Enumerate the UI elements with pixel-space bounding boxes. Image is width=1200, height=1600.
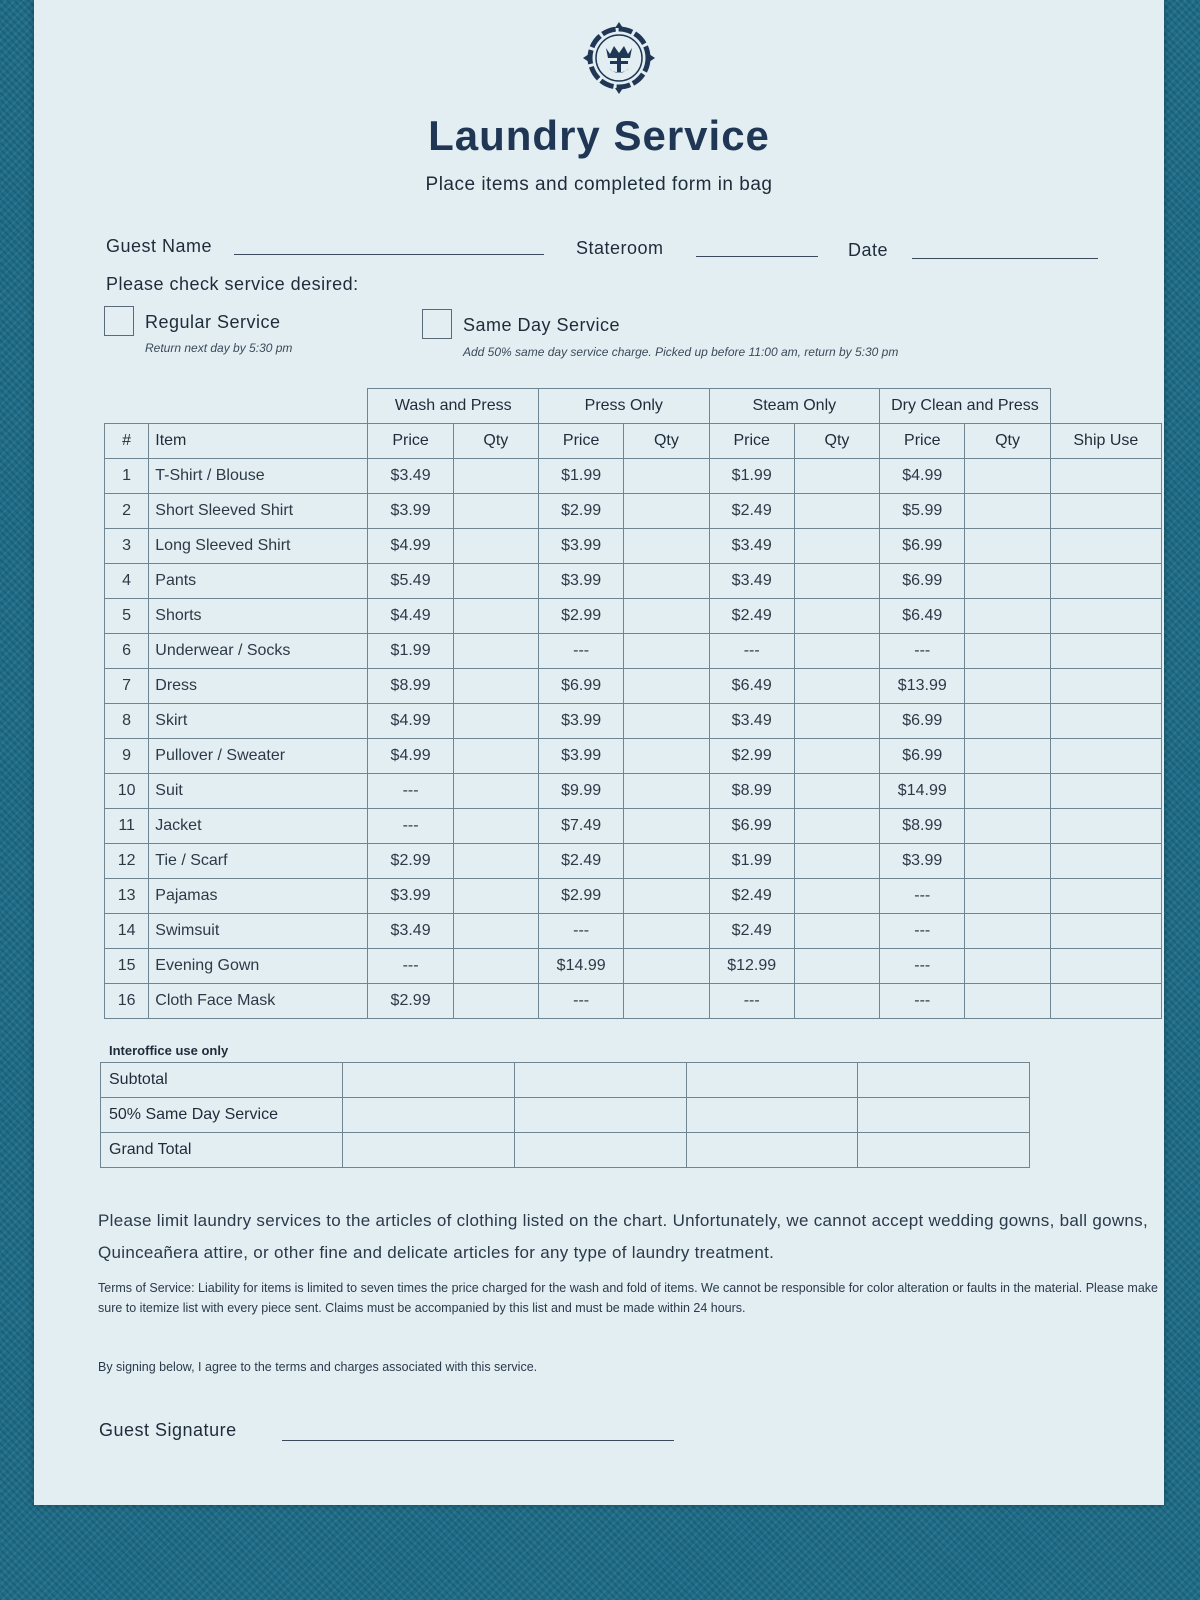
crown-anchor-compass-icon — [579, 18, 659, 98]
steam-only-price: $2.49 — [709, 599, 794, 634]
table-row — [105, 634, 1162, 669]
table-row — [105, 739, 1162, 774]
stateroom-label: Stateroom — [576, 238, 664, 258]
same-day-service-note: Add 50% same day service charge. Picked up before 11:00 am, return by 5:30 pm — [463, 345, 899, 359]
table-row — [105, 459, 1162, 494]
totals-cell[interactable] — [858, 1133, 1030, 1168]
steam-only-qty[interactable] — [794, 809, 879, 844]
table-row — [105, 774, 1162, 809]
wash-press-qty[interactable] — [453, 739, 538, 774]
totals-cell[interactable] — [514, 1063, 686, 1098]
wash-press-qty[interactable] — [453, 634, 538, 669]
same-day-service-checkbox[interactable] — [422, 309, 452, 339]
laundry-form — [34, 0, 1164, 1505]
dry-clean-qty[interactable] — [965, 949, 1050, 984]
limit-notice: Please limit laundry services to the articles of clothing listed on the chart. Unfortunately, we cannot accept wedding gowns, ball gowns, Quinceañera attire, or other fine and delicate articles for any type of laundry treatment. — [98, 1211, 1148, 1262]
ship-use-cell — [1050, 739, 1161, 774]
steam-only-price: --- — [709, 634, 794, 669]
wash-press-price: $3.49 — [368, 914, 453, 949]
press-only-qty[interactable] — [624, 914, 709, 949]
press-only-price: $2.99 — [539, 599, 624, 634]
price-rows — [105, 459, 1162, 1019]
totals-cell[interactable] — [686, 1133, 858, 1168]
agreement-text: By signing below, I agree to the terms and charges associated with this service. — [98, 1360, 538, 1374]
press-only-qty[interactable] — [624, 564, 709, 599]
wash-press-qty[interactable] — [453, 494, 538, 529]
dry-clean-qty[interactable] — [965, 529, 1050, 564]
press-only-price: $9.99 — [539, 774, 624, 809]
item-number: 10 — [105, 774, 149, 809]
dry-clean-price: $5.99 — [880, 494, 965, 529]
stateroom-field[interactable] — [696, 256, 818, 257]
dry-clean-price: $6.49 — [880, 599, 965, 634]
date-label: Date — [848, 240, 889, 260]
steam-only-price: $2.99 — [709, 739, 794, 774]
ship-use-cell — [1050, 494, 1161, 529]
interoffice-label: Interoffice use only — [109, 1043, 229, 1058]
wash-press-qty[interactable] — [453, 844, 538, 879]
table-row — [105, 844, 1162, 879]
column-header-row — [105, 424, 1162, 459]
dry-clean-qty[interactable] — [965, 494, 1050, 529]
steam-only-price: $2.49 — [709, 494, 794, 529]
wash-press-qty[interactable] — [453, 599, 538, 634]
item-name: Suit — [149, 774, 368, 809]
press-only-price: $3.99 — [539, 564, 624, 599]
press-only-qty[interactable] — [624, 459, 709, 494]
steam-only-qty[interactable] — [794, 739, 879, 774]
dry-clean-price: $8.99 — [880, 809, 965, 844]
item-name: Short Sleeved Shirt — [149, 494, 368, 529]
wash-press-price: $5.49 — [368, 564, 453, 599]
press-only-price: $6.99 — [539, 669, 624, 704]
ship-use-cell — [1050, 529, 1161, 564]
dry-clean-qty[interactable] — [965, 809, 1050, 844]
steam-only-qty[interactable] — [794, 494, 879, 529]
group-header-row — [105, 389, 1162, 424]
ship-use-cell — [1050, 879, 1161, 914]
item-number: 11 — [105, 809, 149, 844]
item-number: 15 — [105, 949, 149, 984]
press-only-price: $2.49 — [539, 844, 624, 879]
press-only-price: $14.99 — [539, 949, 624, 984]
date-field[interactable] — [912, 258, 1098, 259]
steam-only-qty[interactable] — [794, 529, 879, 564]
steam-only-price: $8.99 — [709, 774, 794, 809]
ship-use-cell — [1050, 914, 1161, 949]
item-number: 9 — [105, 739, 149, 774]
totals-cell[interactable] — [514, 1133, 686, 1168]
press-only-price: --- — [539, 914, 624, 949]
item-number: 3 — [105, 529, 149, 564]
press-only-price: $2.99 — [539, 494, 624, 529]
totals-cell[interactable] — [686, 1098, 858, 1133]
item-name: Evening Gown — [149, 949, 368, 984]
col-item: Item — [149, 424, 368, 459]
totals-cell[interactable] — [343, 1098, 515, 1133]
steam-only-price: $3.49 — [709, 704, 794, 739]
press-only-price: $3.99 — [539, 704, 624, 739]
regular-service-checkbox[interactable] — [104, 306, 134, 336]
dry-clean-price: --- — [880, 984, 965, 1019]
steam-only-price: $2.49 — [709, 879, 794, 914]
signature-label: Guest Signature — [99, 1420, 237, 1440]
press-only-qty[interactable] — [624, 634, 709, 669]
item-name: Skirt — [149, 704, 368, 739]
col-num: # — [105, 424, 149, 459]
item-number: 2 — [105, 494, 149, 529]
wash-press-qty[interactable] — [453, 879, 538, 914]
press-only-qty[interactable] — [624, 809, 709, 844]
press-only-price: $2.99 — [539, 879, 624, 914]
col-price: Price — [539, 424, 624, 459]
press-only-qty[interactable] — [624, 774, 709, 809]
item-name: Tie / Scarf — [149, 844, 368, 879]
steam-only-price: $3.49 — [709, 529, 794, 564]
table-row — [105, 669, 1162, 704]
ship-use-cell — [1050, 704, 1161, 739]
steam-only-price: $6.49 — [709, 669, 794, 704]
item-name: Dress — [149, 669, 368, 704]
col-ship-use: Ship Use — [1050, 424, 1161, 459]
steam-only-qty[interactable] — [794, 914, 879, 949]
item-name: Underwear / Socks — [149, 634, 368, 669]
wash-press-price: --- — [368, 809, 453, 844]
totals-row-label: Grand Total — [101, 1133, 343, 1168]
wash-press-price: $4.99 — [368, 529, 453, 564]
dry-clean-price: $4.99 — [880, 459, 965, 494]
press-only-qty[interactable] — [624, 669, 709, 704]
steam-only-price: --- — [709, 984, 794, 1019]
wash-press-price: $8.99 — [368, 669, 453, 704]
wash-press-price: $3.99 — [368, 494, 453, 529]
press-only-price: $3.99 — [539, 739, 624, 774]
press-only-price: --- — [539, 634, 624, 669]
totals-cell[interactable] — [858, 1063, 1030, 1098]
table-row — [105, 984, 1162, 1019]
group-dry-clean-and-press: Dry Clean and Press — [880, 389, 1051, 424]
group-wash-and-press: Wash and Press — [368, 389, 539, 424]
dry-clean-qty[interactable] — [965, 774, 1050, 809]
group-steam-only: Steam Only — [709, 389, 880, 424]
dry-clean-qty[interactable] — [965, 599, 1050, 634]
wash-press-price: $4.99 — [368, 704, 453, 739]
wash-press-qty[interactable] — [453, 984, 538, 1019]
item-name: Jacket — [149, 809, 368, 844]
press-only-qty[interactable] — [624, 949, 709, 984]
dry-clean-price: --- — [880, 879, 965, 914]
wash-press-qty[interactable] — [453, 669, 538, 704]
col-qty: Qty — [624, 424, 709, 459]
ship-use-cell — [1050, 984, 1161, 1019]
press-only-price: $3.99 — [539, 529, 624, 564]
dry-clean-price: --- — [880, 949, 965, 984]
dry-clean-qty[interactable] — [965, 879, 1050, 914]
table-row — [105, 704, 1162, 739]
item-number: 13 — [105, 879, 149, 914]
totals-row — [101, 1098, 1030, 1133]
table-row — [105, 599, 1162, 634]
wash-press-price: $4.49 — [368, 599, 453, 634]
terms-of-service: Terms of Service: Liability for items is limited to seven times the price charged for the wash and fold of items. We cannot be responsible for color alteration or faults in the material. Please make sure to itemize list with every piece sent. Claims must be accompanied by this list and must be made within 24 hours. — [98, 1281, 1158, 1315]
ship-use-cell — [1050, 459, 1161, 494]
press-only-qty[interactable] — [624, 704, 709, 739]
item-name: Swimsuit — [149, 914, 368, 949]
item-name: Pants — [149, 564, 368, 599]
ship-use-cell — [1050, 809, 1161, 844]
dry-clean-qty[interactable] — [965, 459, 1050, 494]
item-number: 5 — [105, 599, 149, 634]
dry-clean-qty[interactable] — [965, 844, 1050, 879]
steam-only-qty[interactable] — [794, 949, 879, 984]
wash-press-price: --- — [368, 949, 453, 984]
item-name: Cloth Face Mask — [149, 984, 368, 1019]
guest-name-field[interactable] — [234, 254, 544, 255]
dry-clean-qty[interactable] — [965, 739, 1050, 774]
steam-only-qty[interactable] — [794, 669, 879, 704]
table-row — [105, 564, 1162, 599]
steam-only-qty[interactable] — [794, 774, 879, 809]
dry-clean-price: $13.99 — [880, 669, 965, 704]
wash-press-qty[interactable] — [453, 459, 538, 494]
ship-use-cell — [1050, 949, 1161, 984]
totals-row-label: Subtotal — [101, 1063, 343, 1098]
col-price: Price — [368, 424, 453, 459]
dry-clean-qty[interactable] — [965, 914, 1050, 949]
ship-use-cell — [1050, 564, 1161, 599]
wash-press-price: $4.99 — [368, 739, 453, 774]
steam-only-price: $6.99 — [709, 809, 794, 844]
dry-clean-price: $3.99 — [880, 844, 965, 879]
press-only-qty[interactable] — [624, 494, 709, 529]
item-number: 8 — [105, 704, 149, 739]
item-name: Shorts — [149, 599, 368, 634]
dry-clean-qty[interactable] — [965, 984, 1050, 1019]
steam-only-qty[interactable] — [794, 564, 879, 599]
dry-clean-price: $6.99 — [880, 704, 965, 739]
item-name: Pullover / Sweater — [149, 739, 368, 774]
wash-press-price: $3.99 — [368, 879, 453, 914]
guest-signature-field[interactable] — [282, 1440, 674, 1441]
ship-use-cell — [1050, 669, 1161, 704]
steam-only-price: $3.49 — [709, 564, 794, 599]
steam-only-qty[interactable] — [794, 459, 879, 494]
wash-press-qty[interactable] — [453, 914, 538, 949]
totals-row-label: 50% Same Day Service — [101, 1098, 343, 1133]
table-row — [105, 809, 1162, 844]
item-name: T-Shirt / Blouse — [149, 459, 368, 494]
dry-clean-price: $6.99 — [880, 739, 965, 774]
same-day-service-label: Same Day Service — [463, 315, 621, 335]
wash-press-qty[interactable] — [453, 564, 538, 599]
wash-press-price: $2.99 — [368, 844, 453, 879]
dry-clean-qty[interactable] — [965, 669, 1050, 704]
totals-cell[interactable] — [858, 1098, 1030, 1133]
totals-cell[interactable] — [514, 1098, 686, 1133]
press-only-qty[interactable] — [624, 599, 709, 634]
ship-use-cell — [1050, 774, 1161, 809]
wash-press-qty[interactable] — [453, 774, 538, 809]
table-row — [105, 914, 1162, 949]
ship-use-cell — [1050, 634, 1161, 669]
dry-clean-price: --- — [880, 914, 965, 949]
steam-only-qty[interactable] — [794, 879, 879, 914]
steam-only-qty[interactable] — [794, 984, 879, 1019]
press-only-qty[interactable] — [624, 879, 709, 914]
totals-cell[interactable] — [686, 1063, 858, 1098]
steam-only-price: $1.99 — [709, 844, 794, 879]
wash-press-price: $3.49 — [368, 459, 453, 494]
steam-only-price: $12.99 — [709, 949, 794, 984]
wash-press-qty[interactable] — [453, 949, 538, 984]
page-title: Laundry Service — [428, 112, 770, 159]
ship-use-cell — [1050, 844, 1161, 879]
item-number: 4 — [105, 564, 149, 599]
wash-press-price: $2.99 — [368, 984, 453, 1019]
group-press-only: Press Only — [539, 389, 710, 424]
totals-row — [101, 1063, 1030, 1098]
item-number: 1 — [105, 459, 149, 494]
steam-only-price: $1.99 — [709, 459, 794, 494]
service-prompt: Please check service desired: — [106, 274, 359, 294]
dry-clean-qty[interactable] — [965, 704, 1050, 739]
press-only-qty[interactable] — [624, 984, 709, 1019]
table-row — [105, 879, 1162, 914]
press-only-qty[interactable] — [624, 739, 709, 774]
table-row — [105, 529, 1162, 564]
wash-press-qty[interactable] — [453, 529, 538, 564]
item-number: 12 — [105, 844, 149, 879]
item-number: 14 — [105, 914, 149, 949]
col-qty: Qty — [794, 424, 879, 459]
steam-only-price: $2.49 — [709, 914, 794, 949]
wash-press-qty[interactable] — [453, 704, 538, 739]
totals-cell[interactable] — [343, 1133, 515, 1168]
table-row — [105, 494, 1162, 529]
dry-clean-price: $14.99 — [880, 774, 965, 809]
dry-clean-qty[interactable] — [965, 564, 1050, 599]
steam-only-qty[interactable] — [794, 634, 879, 669]
page-subtitle: Place items and completed form in bag — [425, 174, 773, 195]
steam-only-qty[interactable] — [794, 844, 879, 879]
wash-press-qty[interactable] — [453, 809, 538, 844]
dry-clean-price: $6.99 — [880, 564, 965, 599]
wash-press-price: $1.99 — [368, 634, 453, 669]
col-qty: Qty — [453, 424, 538, 459]
col-price: Price — [880, 424, 965, 459]
regular-service-label: Regular Service — [145, 312, 281, 332]
press-only-qty[interactable] — [624, 844, 709, 879]
table-row — [105, 949, 1162, 984]
press-only-price: $1.99 — [539, 459, 624, 494]
col-price: Price — [709, 424, 794, 459]
item-name: Pajamas — [149, 879, 368, 914]
item-number: 16 — [105, 984, 149, 1019]
steam-only-qty[interactable] — [794, 704, 879, 739]
price-table — [104, 388, 1162, 1019]
item-number: 6 — [105, 634, 149, 669]
dry-clean-price: --- — [880, 634, 965, 669]
press-only-qty[interactable] — [624, 529, 709, 564]
regular-service-note: Return next day by 5:30 pm — [145, 341, 293, 355]
guest-name-label: Guest Name — [106, 236, 213, 256]
dry-clean-price: $6.99 — [880, 529, 965, 564]
ship-use-cell — [1050, 599, 1161, 634]
dry-clean-qty[interactable] — [965, 634, 1050, 669]
item-name: Long Sleeved Shirt — [149, 529, 368, 564]
press-only-price: $7.49 — [539, 809, 624, 844]
totals-cell[interactable] — [343, 1063, 515, 1098]
steam-only-qty[interactable] — [794, 599, 879, 634]
press-only-price: --- — [539, 984, 624, 1019]
col-qty: Qty — [965, 424, 1050, 459]
totals-table — [100, 1062, 1030, 1168]
wash-press-price: --- — [368, 774, 453, 809]
totals-row — [101, 1133, 1030, 1168]
item-number: 7 — [105, 669, 149, 704]
